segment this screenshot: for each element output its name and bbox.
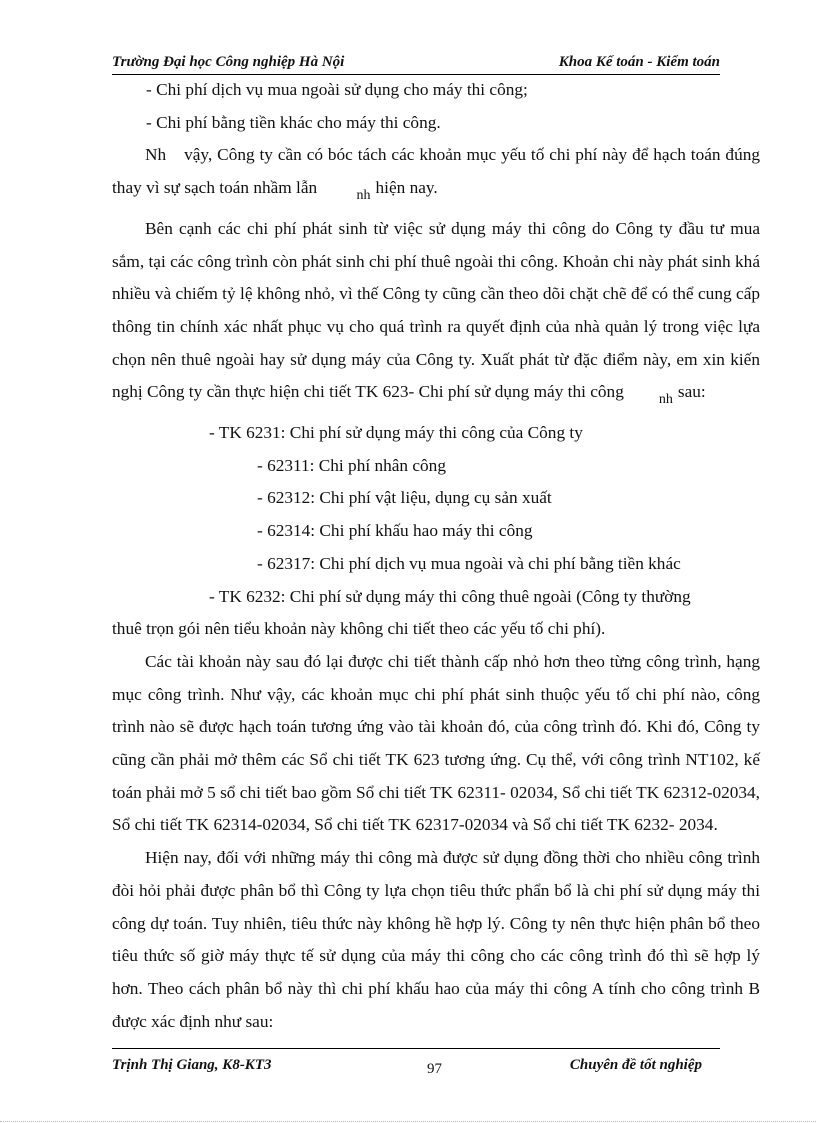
footer-author: Trịnh Thị Giang, K8-KT3	[112, 1057, 272, 1073]
account-6231: - TK 6231: Chi phí sử dụng máy thi công của Công ty	[209, 423, 583, 443]
account-62311: - 62311: Chi phí nhân công	[257, 455, 446, 475]
p2-subscript: nh	[658, 392, 673, 408]
bullet-outsourced-services: - Chi phí dịch vụ mua ngoài sử dụng cho máy thi công;	[146, 80, 528, 99]
p1-start: Nh	[145, 145, 167, 165]
p1-subscript: nh	[356, 188, 371, 204]
account-6232: - TK 6232: Chi phí sử dụng máy thi công thuê ngoài (Công ty thường	[209, 586, 691, 606]
body-text	[112, 74, 760, 1038]
paragraph-rental-costs	[112, 213, 760, 417]
header-department: Khoa Kế toán - Kiểm toán	[558, 54, 720, 70]
account-62317: - 62317: Chi phí dịch vụ mua ngoài và chi phí bằng tiền khác	[257, 553, 681, 573]
page-bottom-divider	[0, 1121, 816, 1122]
footer-thesis-title: Chuyên đề tốt nghiệp	[569, 1057, 702, 1073]
bullet-other-cash-costs: - Chi phí bằng tiền khác cho máy thi công.	[146, 112, 441, 132]
p2-main: Bên cạnh các chi phí phát sinh từ việc sử dụng máy thi công do Công ty đầu tư mua sắm, tại các công trình còn phát sinh chi phí thuê ngoài thi công. Khoản chi này phát sinh khá nhiều và chiếm tỷ lệ không nhỏ, vì thế Công ty cũng cần theo dõi chặt chẽ để có thể cung cấp thông tin chính xác nhất phục vụ cho quá trình ra quyết định của nhà quản lý trong việc lựa chọn nên thuê ngoài hay sử dụng máy của Công ty. Xuất phát từ đặc điểm này, em xin kiến nghị Công ty cần thực hiện chi tiết TK 623- Chi phí sử dụng máy thi công	[112, 218, 760, 402]
account-62312: - 62312: Chi phí vật liệu, dụng cụ sản xuất	[257, 488, 552, 508]
p1-main: vậy, Công ty cần có bóc tách các khoản mục yếu tố chi phí này để hạch toán đúng thay vì sự sạch toán nhầm lẫn	[112, 145, 760, 198]
header-school-name: Trường Đại học Công nghiệp Hà Nội	[112, 54, 345, 70]
account-6232-continued: thuê trọn gói nên tiểu khoản này không chi tiết theo các yếu tố chi phí).	[112, 619, 606, 639]
paragraph-conclusion	[112, 139, 760, 212]
account-62314: - 62314: Chi phí khấu hao máy thi công	[257, 521, 533, 541]
p1-end: hiện nay.	[375, 178, 438, 198]
page-footer	[112, 1048, 720, 1089]
p2-end: sau:	[677, 382, 706, 402]
paragraph-allocation: Hiện nay, đối với những máy thi công mà được sử dụng đồng thời cho nhiều công trình đòi hỏi phải được phân bổ thì Công ty lựa chọn tiêu thức phẩn bổ là chi phí sử dụng máy thi công dự toán. Tuy nhiên, tiêu thức này không hề hợp lý. Công ty nên thực hiện phân bổ theo tiêu thức số giờ máy thực tế sử dụng của máy thi công cho các công trình đó thì sẽ hợp lý hơn. Theo cách phân bổ này thì chi phí khấu hao của máy thi công A tính cho công trình B được xác định như sau:	[112, 848, 760, 1031]
page-number: 97	[427, 1061, 442, 1077]
page-header	[112, 50, 720, 75]
paragraph-detail-accounts: Các tài khoản này sau đó lại được chi tiết thành cấp nhỏ hơn theo từng công trình, hạng mục công trình. Như vậy, các khoản mục chi phí phát sinh thuộc yếu tố chi phí nào, công trình nào sẽ được hạch toán tương ứng vào tài khoản đó, của công trình đó. Khi đó, Công ty cũng cần phải mở thêm các Sổ chi tiết TK 623 tương ứng. Cụ thể, với công trình NT102, kế toán phải mở 5 sổ chi tiết bao gồm Sổ chi tiết TK 62311- 02034, Sổ chi tiết TK 62312-02034, Sổ chi tiết TK 62314-02034, Sổ chi tiết TK 62317-02034 và Sổ chi tiết TK 6232- 2034.	[112, 651, 760, 835]
